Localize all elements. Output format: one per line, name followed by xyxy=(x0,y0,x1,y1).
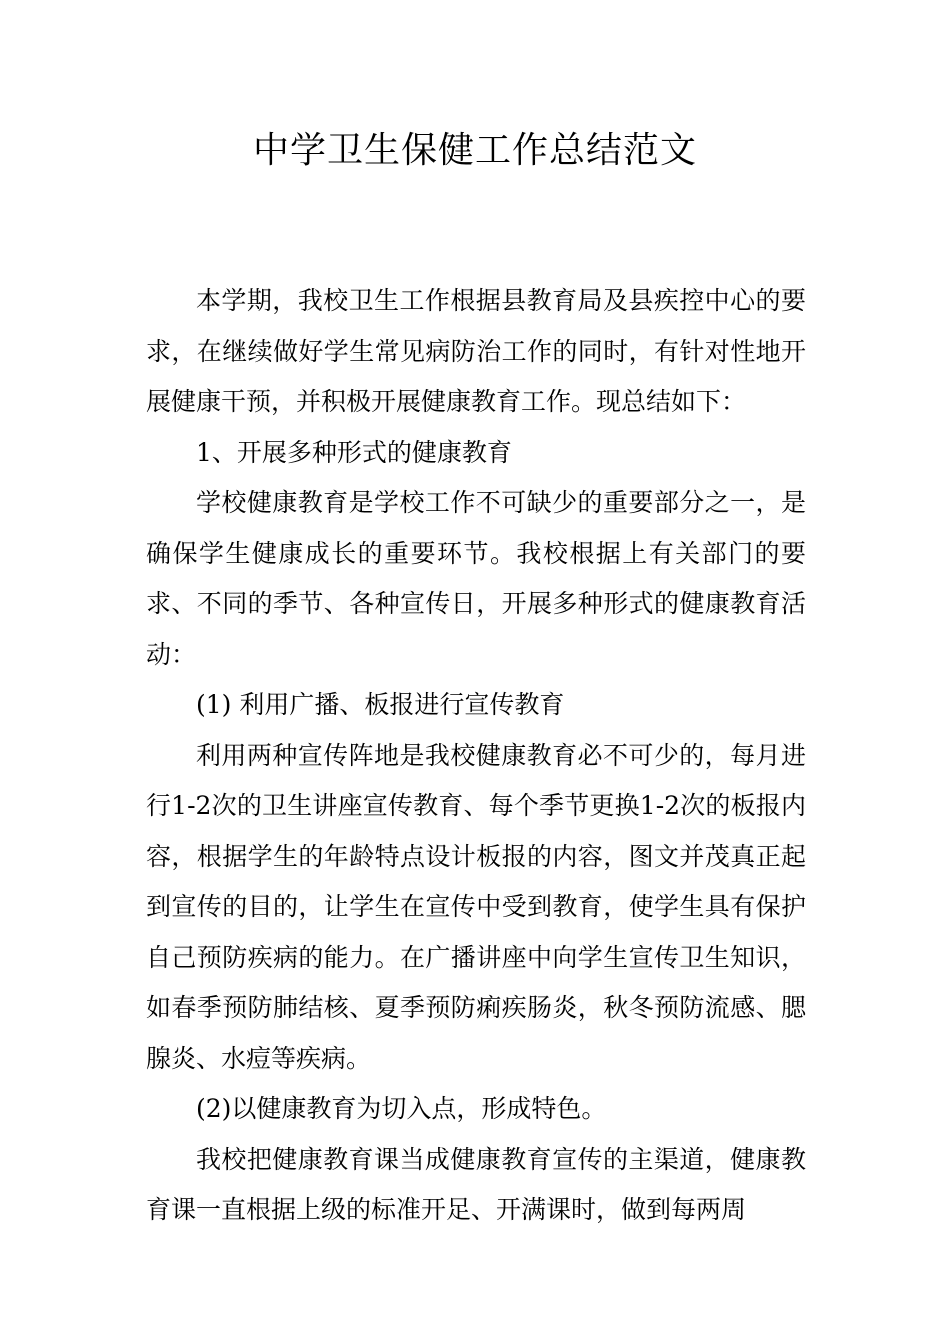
paragraph-intro: 本学期，我校卫生工作根据县教育局及县疾控中心的要求，在继续做好学生常见病防治工作的同时，有针对性地开展健康干预，并积极开展健康教育工作。现总结如下： xyxy=(146,286,806,416)
subheading-health-feature: (2)以健康教育为切入点，形成特色。 xyxy=(196,1094,607,1123)
document-body xyxy=(146,276,806,1236)
paragraph-health-course: 我校把健康教育课当成健康教育宣传的主渠道，健康教育课一直根据上级的标准开足、开满课时，做到每两周 xyxy=(146,1144,806,1224)
paragraph-broadcast-board: 利用两种宣传阵地是我校健康教育必不可少的，每月进行1-2次的卫生讲座宣传教育、每个季节更换1-2次的板报内容，根据学生的年龄特点设计板报的内容，图文并茂真正起到宣传的目的，让学生在宣传中受到教育，使学生具有保护自己预防疾病的能力。在广播讲座中向学生宣传卫生知识，如春季预防肺结核、夏季预防痢疾肠炎，秋冬预防流感、腮腺炎、水痘等疾病。 xyxy=(146,740,806,1073)
section-heading-1: 1、开展多种形式的健康教育 xyxy=(196,437,512,467)
document-title: 中学卫生保健工作总结范文 xyxy=(252,130,697,171)
subheading-broadcast-board: (1) 利用广播、板报进行宣传教育 xyxy=(196,690,565,719)
paragraph-health-education: 学校健康教育是学校工作不可缺少的重要部分之一，是确保学生健康成长的重要环节。我校根据上有关部门的要求、不同的季节、各种宣传日，开展多种形式的健康教育活动： xyxy=(146,488,806,669)
